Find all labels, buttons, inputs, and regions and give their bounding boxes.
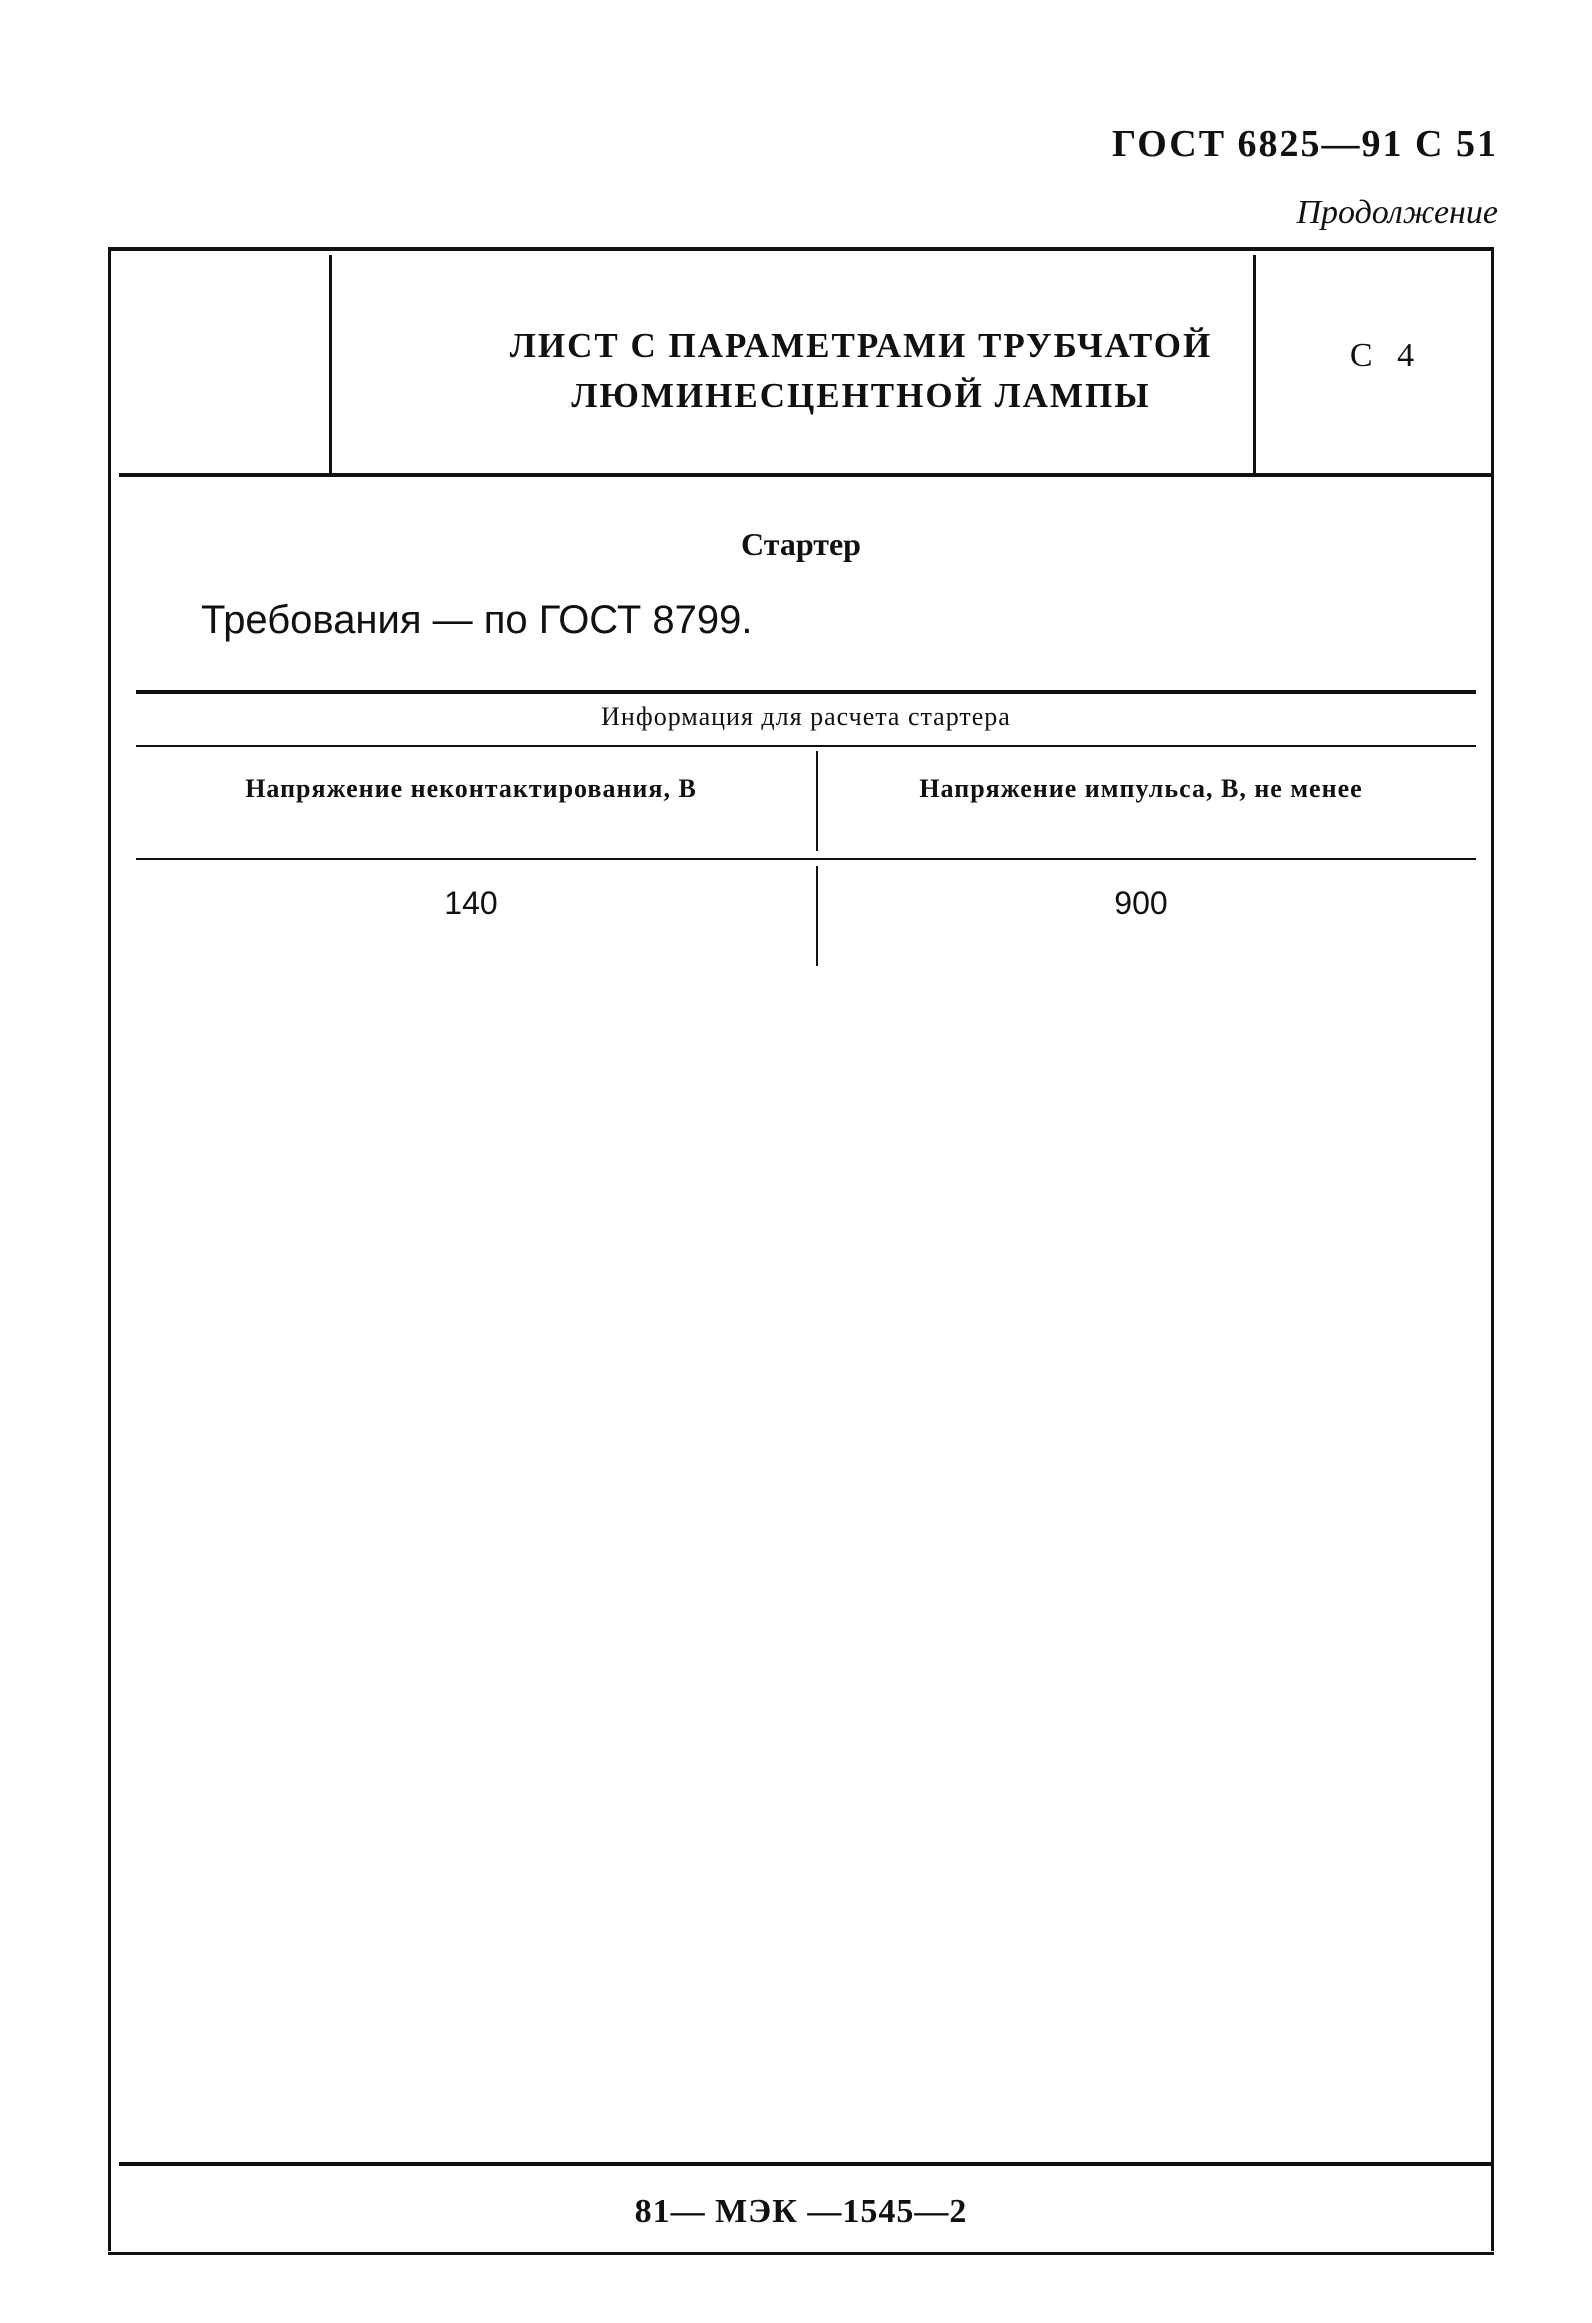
table-caption: Информация для расчета стартера — [601, 702, 1011, 731]
title-rule — [119, 473, 1491, 477]
sheet-title-line2: ЛЮМИНЕСЦЕНТНОЙ ЛАМПЫ — [571, 376, 1151, 415]
title-block — [111, 251, 1491, 475]
title-divider-left — [329, 255, 332, 473]
page-bottom-rule — [108, 2252, 1494, 2255]
table-top-rule — [136, 690, 1476, 694]
table-cell: 900 — [1114, 885, 1168, 921]
page-frame — [108, 247, 1494, 2251]
section-title: Стартер — [741, 526, 861, 562]
column-header: Напряжение импульса, В, не менее — [919, 774, 1363, 803]
table-cell: 140 — [444, 885, 498, 921]
sheet-number: С 4 — [1349, 337, 1423, 374]
footer-rule — [119, 2162, 1491, 2166]
requirements-text: Требования — по ГОСТ 8799. — [201, 598, 753, 642]
column-header: Напряжение неконтактирования, В — [245, 774, 697, 803]
sheet-title — [338, 321, 1384, 421]
document-code: ГОСТ 6825—91 С 51 — [1112, 123, 1498, 165]
continuation-label: Продолжение — [1296, 194, 1498, 231]
footer-code: 81— МЭК —1545—2 — [634, 2193, 968, 2230]
caption-rule — [136, 745, 1476, 747]
header-rule — [136, 858, 1476, 860]
sheet-title-line1: ЛИСТ С ПАРАМЕТРАМИ ТРУБЧАТОЙ — [509, 326, 1213, 365]
